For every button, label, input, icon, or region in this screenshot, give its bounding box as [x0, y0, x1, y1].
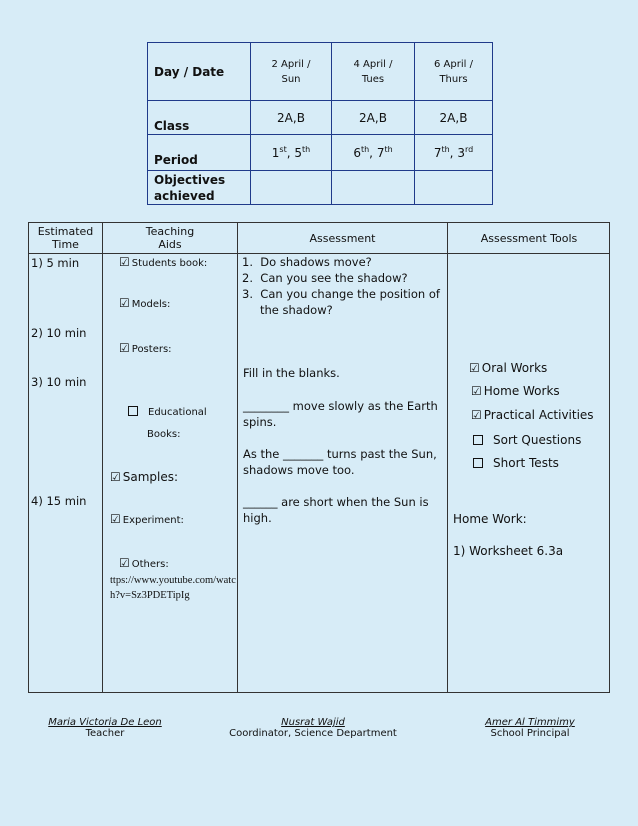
objectives-cell — [332, 171, 415, 205]
period-label: Period — [148, 135, 251, 171]
aid-models: ☑ Models: — [119, 296, 171, 310]
fill-blank-item: ________ move slowly as the Earth — [243, 399, 438, 413]
checkbox-checked-icon: ☑ — [119, 296, 130, 310]
checkbox-checked-icon: ☑ — [119, 255, 130, 269]
signature-role: School Principal — [490, 728, 570, 739]
fill-blank-item: spins. — [243, 415, 277, 429]
aid-students-book: ☑ Students book: — [119, 255, 208, 269]
objectives-row — [148, 171, 493, 205]
class-label: Class — [148, 101, 251, 135]
schedule-header-row — [148, 43, 493, 101]
aid-others: ☑ Others: — [119, 556, 169, 570]
column-divider — [102, 223, 103, 692]
checkbox-checked-icon: ☑ — [110, 470, 121, 484]
checkbox-checked-icon: ☑ — [110, 512, 121, 526]
checkbox-checked-icon: ☑ — [119, 341, 130, 355]
signature-role: Coordinator, Science Department — [229, 728, 397, 739]
fill-blanks-title: Fill in the blanks. — [243, 366, 340, 380]
time-item: 1) 5 min — [31, 256, 80, 270]
tool-home-works: ☑ Home Works — [471, 384, 560, 398]
signature-teacher — [48, 717, 162, 739]
question-item: 2. Can you see the shadow? — [242, 271, 408, 285]
video-link[interactable]: ttps://www.youtube.com/watch?v=Sz3PDETipIg — [110, 575, 236, 601]
time-item: 2) 10 min — [31, 326, 87, 340]
day-cell: 6 April / Thurs — [415, 43, 493, 101]
class-row — [148, 101, 493, 135]
class-cell: 2A,B — [251, 101, 332, 135]
signature-principal — [484, 717, 576, 739]
class-cell: 2A,B — [332, 101, 415, 135]
day-cell: 4 April / Tues — [332, 43, 415, 101]
aid-educational: Educational — [128, 405, 207, 421]
fill-blank-item: high. — [243, 511, 272, 525]
checkbox-checked-icon: ☑ — [471, 408, 482, 422]
homework-label: Home Work: — [453, 512, 527, 526]
tool-sort-questions: Sort Questions — [473, 432, 581, 448]
aid-books: Books: — [147, 429, 181, 440]
period-cell: 6th, 7th — [332, 135, 415, 171]
signature-role: Teacher — [85, 728, 125, 739]
day-cell: 2 April / Sun — [251, 43, 332, 101]
header-teaching-aids: Teaching Aids — [145, 225, 195, 251]
schedule-table — [147, 42, 493, 205]
checkbox-checked-icon: ☑ — [469, 361, 480, 375]
day-date-label: Day / Date — [148, 43, 251, 101]
header-estimated-time: Estimated Time — [37, 225, 94, 251]
aid-samples: ☑ Samples: — [110, 470, 179, 484]
tool-short-tests: Short Tests — [473, 455, 559, 471]
question-continuation: the shadow? — [260, 303, 333, 317]
signature-name: Amer Al Timmimy — [485, 717, 575, 728]
fill-blank-item: As the _______ turns past the Sun, — [243, 447, 437, 461]
header-assessment: Assessment — [309, 231, 376, 245]
checkbox-empty-icon — [473, 435, 483, 445]
checkbox-empty-icon — [473, 458, 483, 468]
checkbox-checked-icon: ☑ — [119, 556, 130, 570]
objectives-label: Objectives achieved — [148, 171, 251, 205]
column-divider — [237, 223, 238, 692]
period-cell: 7th, 3rd — [415, 135, 493, 171]
period-row — [148, 135, 493, 171]
header-assessment-tools: Assessment Tools — [480, 231, 578, 245]
checkbox-empty-icon — [128, 406, 138, 416]
time-item: 4) 15 min — [31, 494, 87, 508]
tool-oral-works: ☑ Oral Works — [469, 361, 548, 375]
objectives-cell — [415, 171, 493, 205]
signature-coordinator — [228, 717, 398, 739]
column-divider — [447, 223, 448, 692]
homework-item: 1) Worksheet 6.3a — [453, 544, 564, 558]
aid-experiment: ☑ Experiment: — [110, 512, 184, 526]
checkbox-checked-icon: ☑ — [471, 384, 482, 398]
period-cell: 1st, 5th — [251, 135, 332, 171]
class-cell: 2A,B — [415, 101, 493, 135]
question-item: 1. Do shadows move? — [242, 255, 372, 269]
signature-name: Maria Victoria De Leon — [48, 717, 162, 728]
fill-blank-item: shadows move too. — [243, 463, 355, 477]
signature-name: Nusrat Wajid — [281, 717, 345, 728]
question-item: 3. Can you change the position of — [242, 287, 440, 301]
time-item: 3) 10 min — [31, 375, 87, 389]
fill-blank-item: ______ are short when the Sun is — [243, 495, 429, 509]
objectives-cell — [251, 171, 332, 205]
tool-practical-activities: ☑ Practical Activities — [471, 408, 594, 422]
aid-posters: ☑ Posters: — [119, 341, 172, 355]
lesson-plan-table — [28, 222, 610, 693]
